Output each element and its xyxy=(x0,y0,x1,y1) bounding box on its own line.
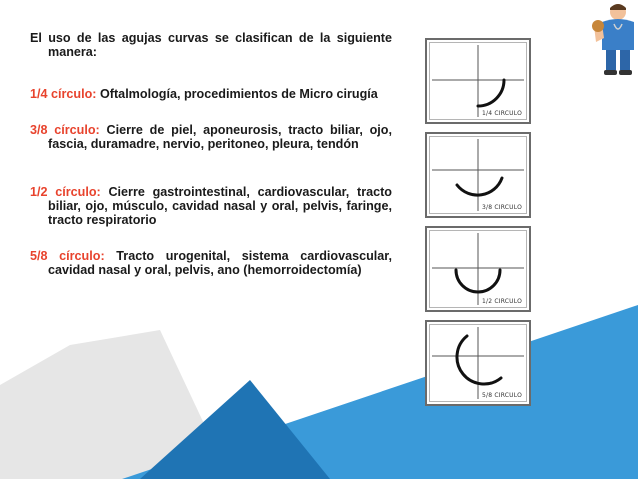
needle-classification-text xyxy=(30,31,392,277)
item-label: 5/8 círculo: xyxy=(30,248,105,263)
item-text: Cierre de piel, aponeurosis, tracto biliar, ojo, fascia, duramadre, nervio, peritoneo, pleura, tendón xyxy=(48,122,392,151)
doctor-mascot-icon xyxy=(588,0,638,78)
diagram-label: 1/2 CIRCULO xyxy=(481,298,522,305)
diagram-label: 3/8 CIRCULO xyxy=(481,204,522,211)
item-half-circle xyxy=(30,185,392,228)
diagram-half-circle xyxy=(425,226,531,312)
item-text: Tracto urogenital, sistema cardiovascular, cavidad nasal y oral, pelvis, ano (hemorroidectomía) xyxy=(48,248,393,277)
intro-text: El uso de las agujas curvas se clasifican de la siguiente manera: xyxy=(30,31,392,60)
item-five-eighths-circle xyxy=(30,249,392,277)
item-label: 1/2 círculo: xyxy=(30,185,101,200)
diagram-quarter-circle xyxy=(425,38,531,124)
item-three-eighths-circle xyxy=(30,123,392,151)
item-text: Cierre gastrointestinal, cardiovascular, tracto biliar, ojo, músculo, cavidad nasal y oral, pelvis, faringe, tracto respiratorio xyxy=(48,185,392,228)
item-label: 3/8 círculo: xyxy=(30,122,100,137)
diagram-label: 5/8 CIRCULO xyxy=(481,392,522,399)
item-label: 1/4 círculo: xyxy=(30,87,97,102)
item-text: Oftalmología, procedimientos de Micro cirugía xyxy=(100,87,378,102)
diagram-five-eighths-circle xyxy=(425,320,531,406)
diagram-label: 1/4 CIRCULO xyxy=(481,110,522,117)
item-quarter-circle xyxy=(30,87,392,101)
diagram-three-eighths-circle xyxy=(425,132,531,218)
